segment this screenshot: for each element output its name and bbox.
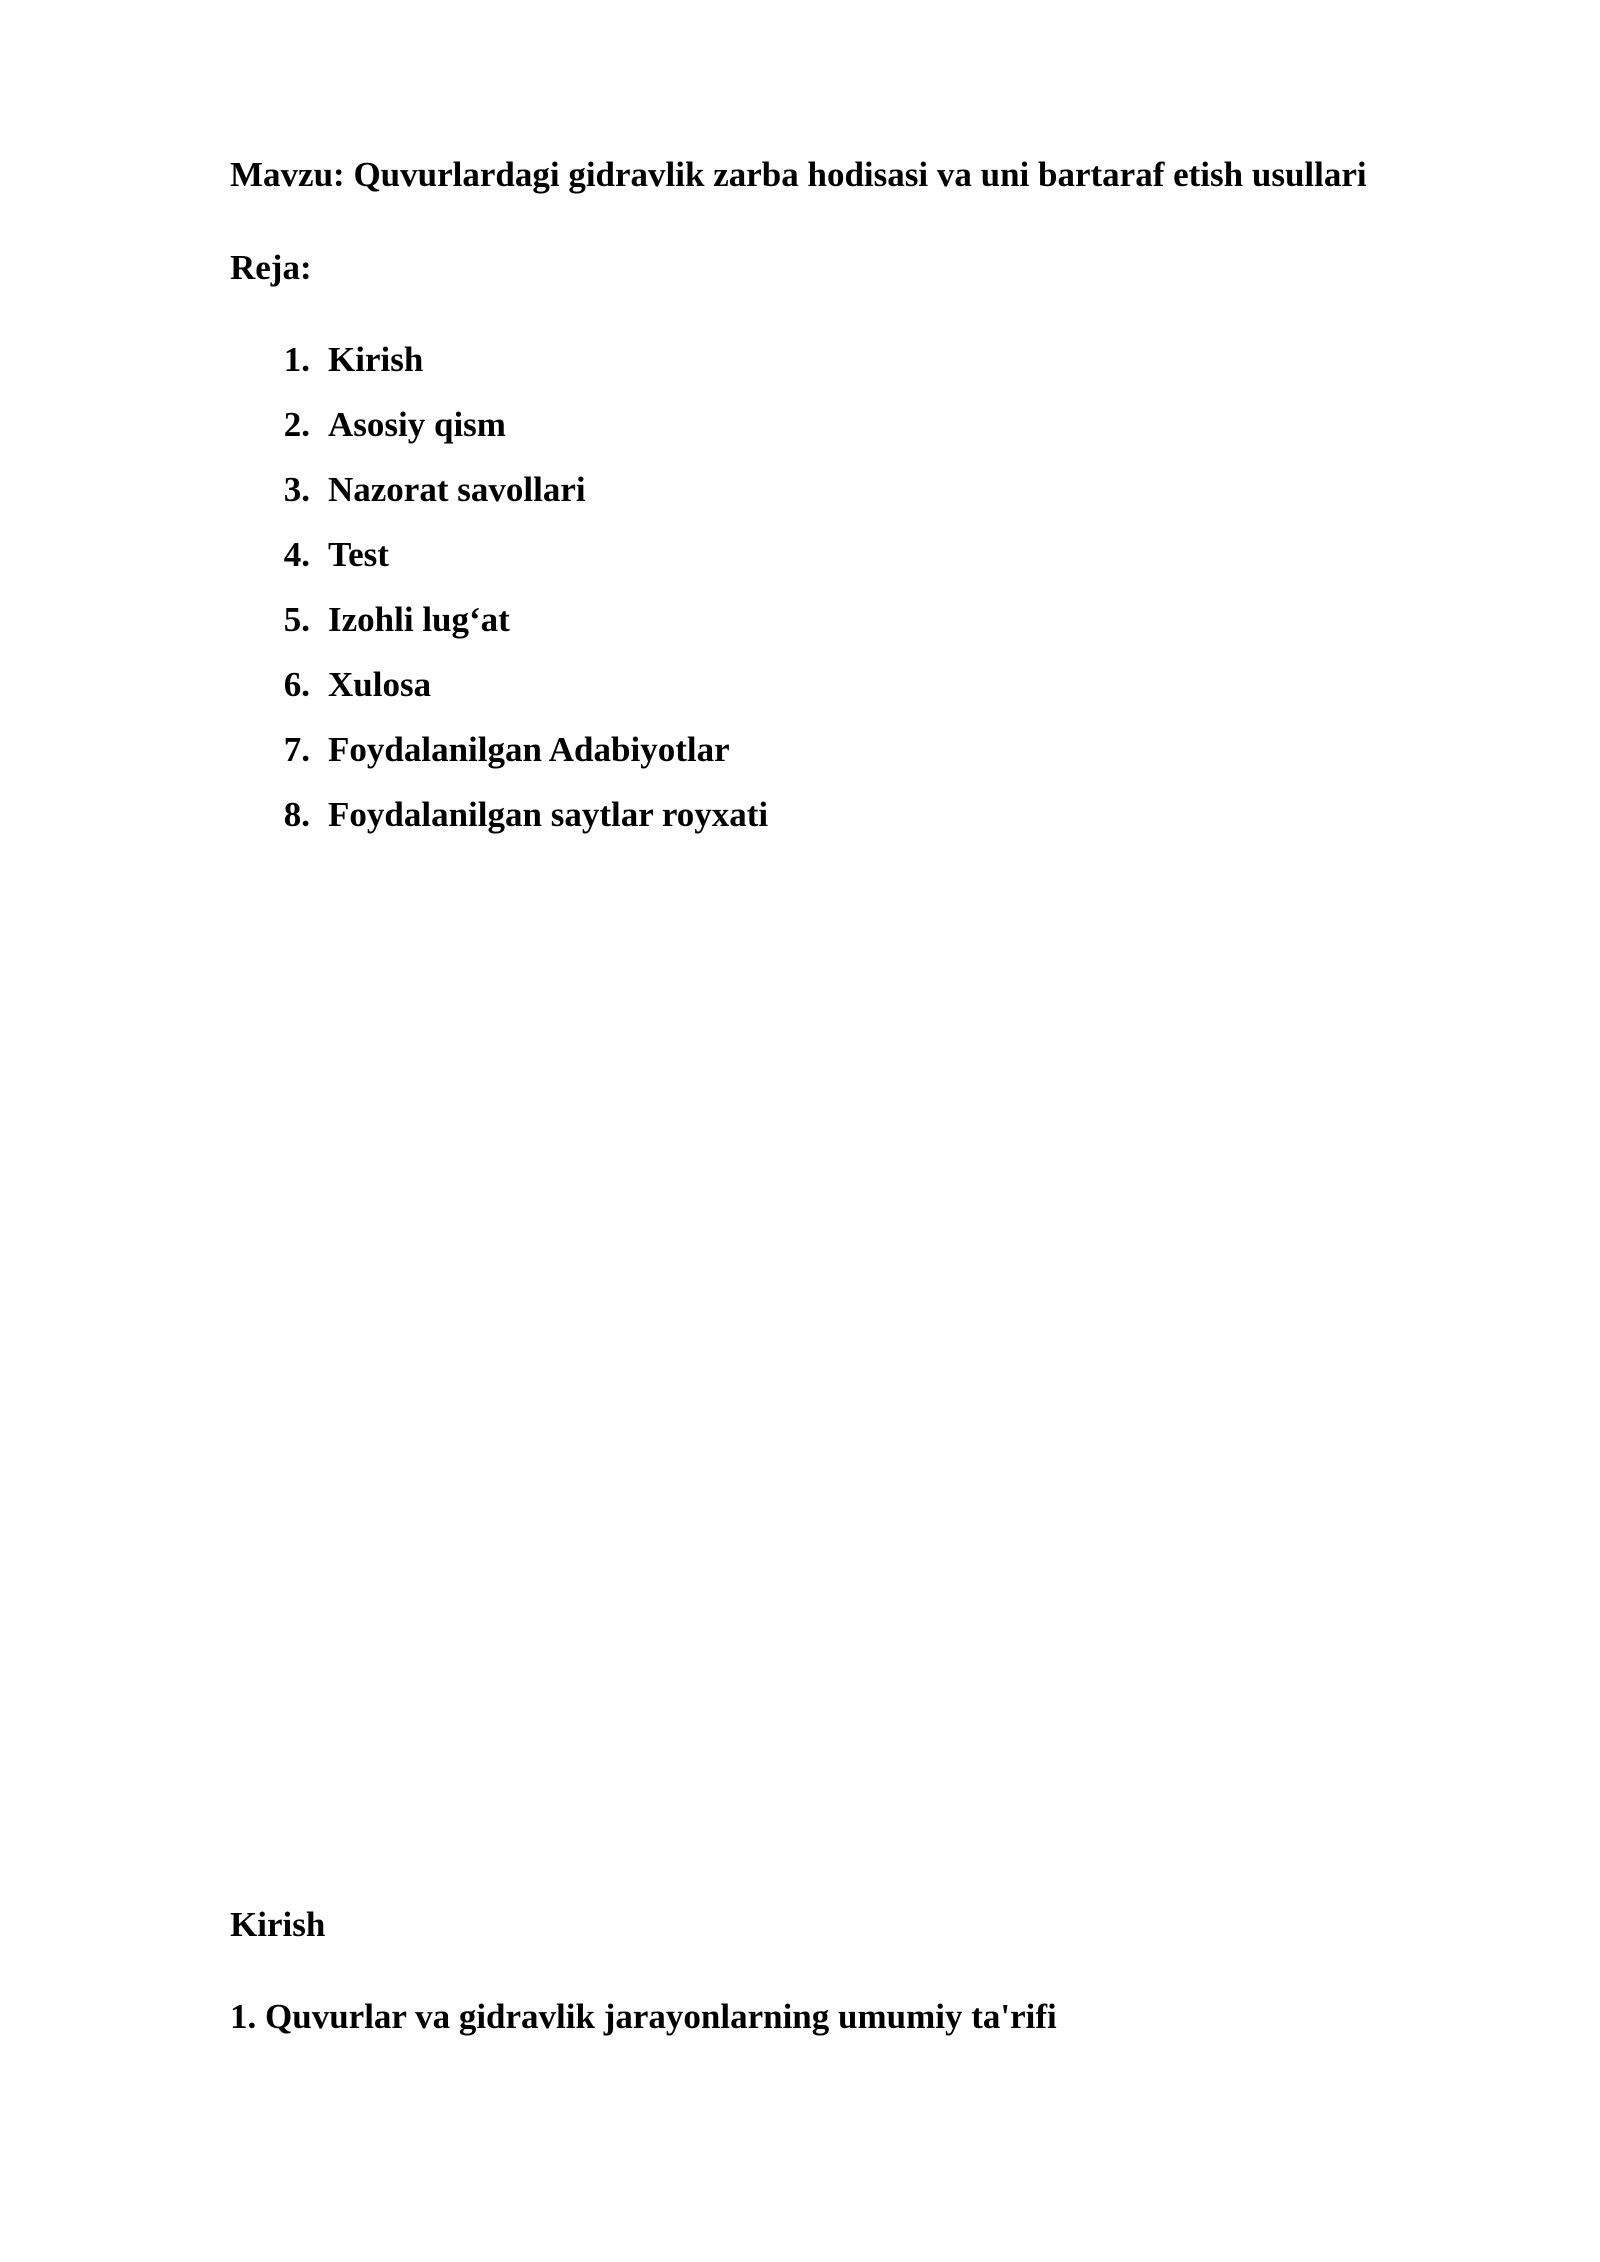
plan-item-number: 2. — [283, 405, 310, 444]
plan-item-number: 5. — [283, 600, 310, 639]
plan-item-text: Foydalanilgan Adabiyotlar — [328, 730, 730, 769]
intro-heading: Kirish — [230, 1905, 326, 1944]
plan-item-text: Xulosa — [328, 665, 432, 704]
plan-item-text: Kirish — [328, 340, 424, 379]
plan-label: Reja: — [230, 248, 312, 287]
plan-item — [0, 730, 1100, 770]
plan-item-number: 3. — [283, 470, 310, 509]
plan-item-number: 7. — [283, 730, 310, 769]
section-heading: 1. Quvurlar va gidravlik jarayonlarning umumiy ta'rifi — [230, 1997, 1057, 2036]
document-title: Mavzu: Quvurlardagi gidravlik zarba hodisasi va uni bartaraf etish usullari — [230, 155, 1367, 194]
plan-item — [0, 795, 1100, 835]
plan-item — [0, 470, 1100, 510]
plan-item-number: 1. — [283, 340, 310, 379]
plan-item-text: Asosiy qism — [328, 405, 506, 444]
plan-item — [0, 665, 1100, 705]
plan-item — [0, 600, 1100, 640]
plan-item — [0, 535, 1100, 575]
plan-item — [0, 340, 1100, 380]
plan-item — [0, 405, 1100, 445]
plan-item-number: 8. — [283, 795, 310, 834]
plan-item-text: Foydalanilgan saytlar royxati — [328, 795, 769, 834]
plan-item-text: Izohli lug‘at — [328, 600, 510, 639]
plan-item-number: 4. — [283, 535, 310, 574]
plan-item-text: Test — [328, 535, 389, 574]
plan-item-number: 6. — [283, 665, 310, 704]
plan-item-text: Nazorat savollari — [328, 470, 586, 509]
